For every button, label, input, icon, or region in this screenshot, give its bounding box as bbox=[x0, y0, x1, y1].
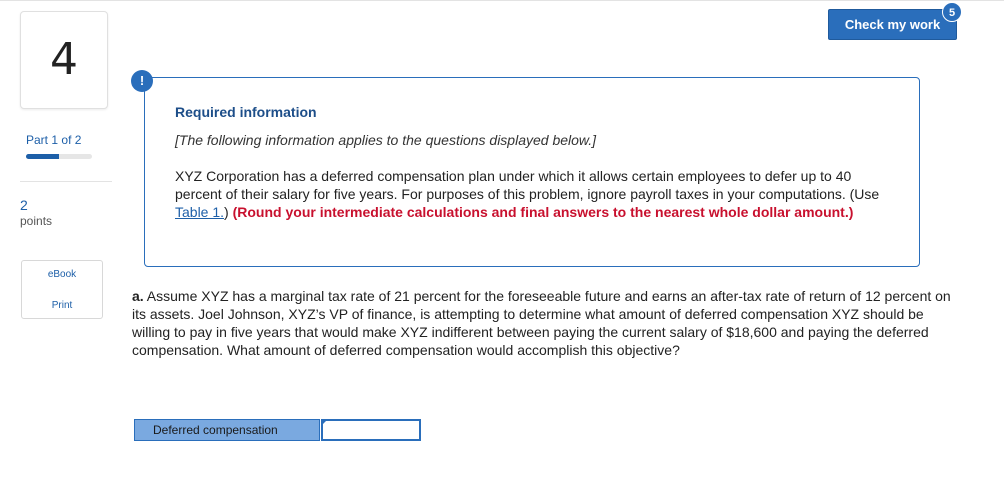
top-divider bbox=[0, 0, 1004, 1]
required-information-box bbox=[144, 77, 920, 267]
required-information-note: [The following information applies to the questions displayed below.] bbox=[175, 132, 597, 148]
part-a-prefix: a. bbox=[132, 288, 144, 304]
part-progress-fill bbox=[26, 154, 59, 159]
check-my-work-button[interactable]: Check my work bbox=[828, 9, 957, 40]
question-number-card bbox=[20, 11, 108, 109]
part-a-text: Assume XYZ has a marginal tax rate of 21 percent for the foreseeable future and earns an after-tax rate of return of 12 percent on its assets. Joel Johnson, XYZ’s VP of finance, is attempting to determine what amount of deferred compensation XYZ should be willing to pay in five years that would make XYZ indifferent between paying the current salary of $18,600 and paying the deferred compensation. What amount of deferred compensation would accomplish this objective? bbox=[132, 288, 951, 358]
deferred-compensation-input[interactable] bbox=[321, 419, 421, 441]
question-number: 4 bbox=[50, 34, 78, 85]
part-indicator bbox=[26, 133, 81, 147]
part-progress-bar bbox=[26, 154, 92, 159]
part-a-question bbox=[132, 287, 962, 359]
points-value: 2 bbox=[20, 197, 28, 213]
deferred-compensation-label: Deferred compensation bbox=[134, 419, 320, 441]
sidebar-divider bbox=[20, 181, 112, 182]
tools-panel bbox=[21, 260, 103, 319]
answer-flag-icon bbox=[321, 419, 328, 426]
table-1-link[interactable]: Table 1. bbox=[175, 204, 225, 220]
required-information-title: Required information bbox=[175, 104, 317, 120]
check-attempts-badge: 5 bbox=[942, 2, 962, 22]
ebook-button[interactable]: eBook bbox=[47, 269, 77, 280]
points-label: points bbox=[20, 214, 53, 228]
rounding-instruction: (Round your intermediate calculations and final answers to the nearest whole dollar amount.) bbox=[232, 204, 854, 220]
info-body-text: XYZ Corporation has a deferred compensation plan under which it allows certain employees to defer up to 40 percent of their salary for five years. For purposes of this problem, ignore payroll taxes in your computations. (Use bbox=[175, 168, 880, 202]
alert-icon: ! bbox=[131, 70, 153, 92]
part-total: of 2 bbox=[61, 133, 82, 147]
print-button[interactable]: Print bbox=[51, 300, 73, 311]
part-current: 1 bbox=[51, 133, 59, 147]
required-information-body bbox=[175, 167, 895, 221]
part-word: Part bbox=[26, 133, 49, 147]
info-body-close: ) bbox=[224, 204, 233, 220]
